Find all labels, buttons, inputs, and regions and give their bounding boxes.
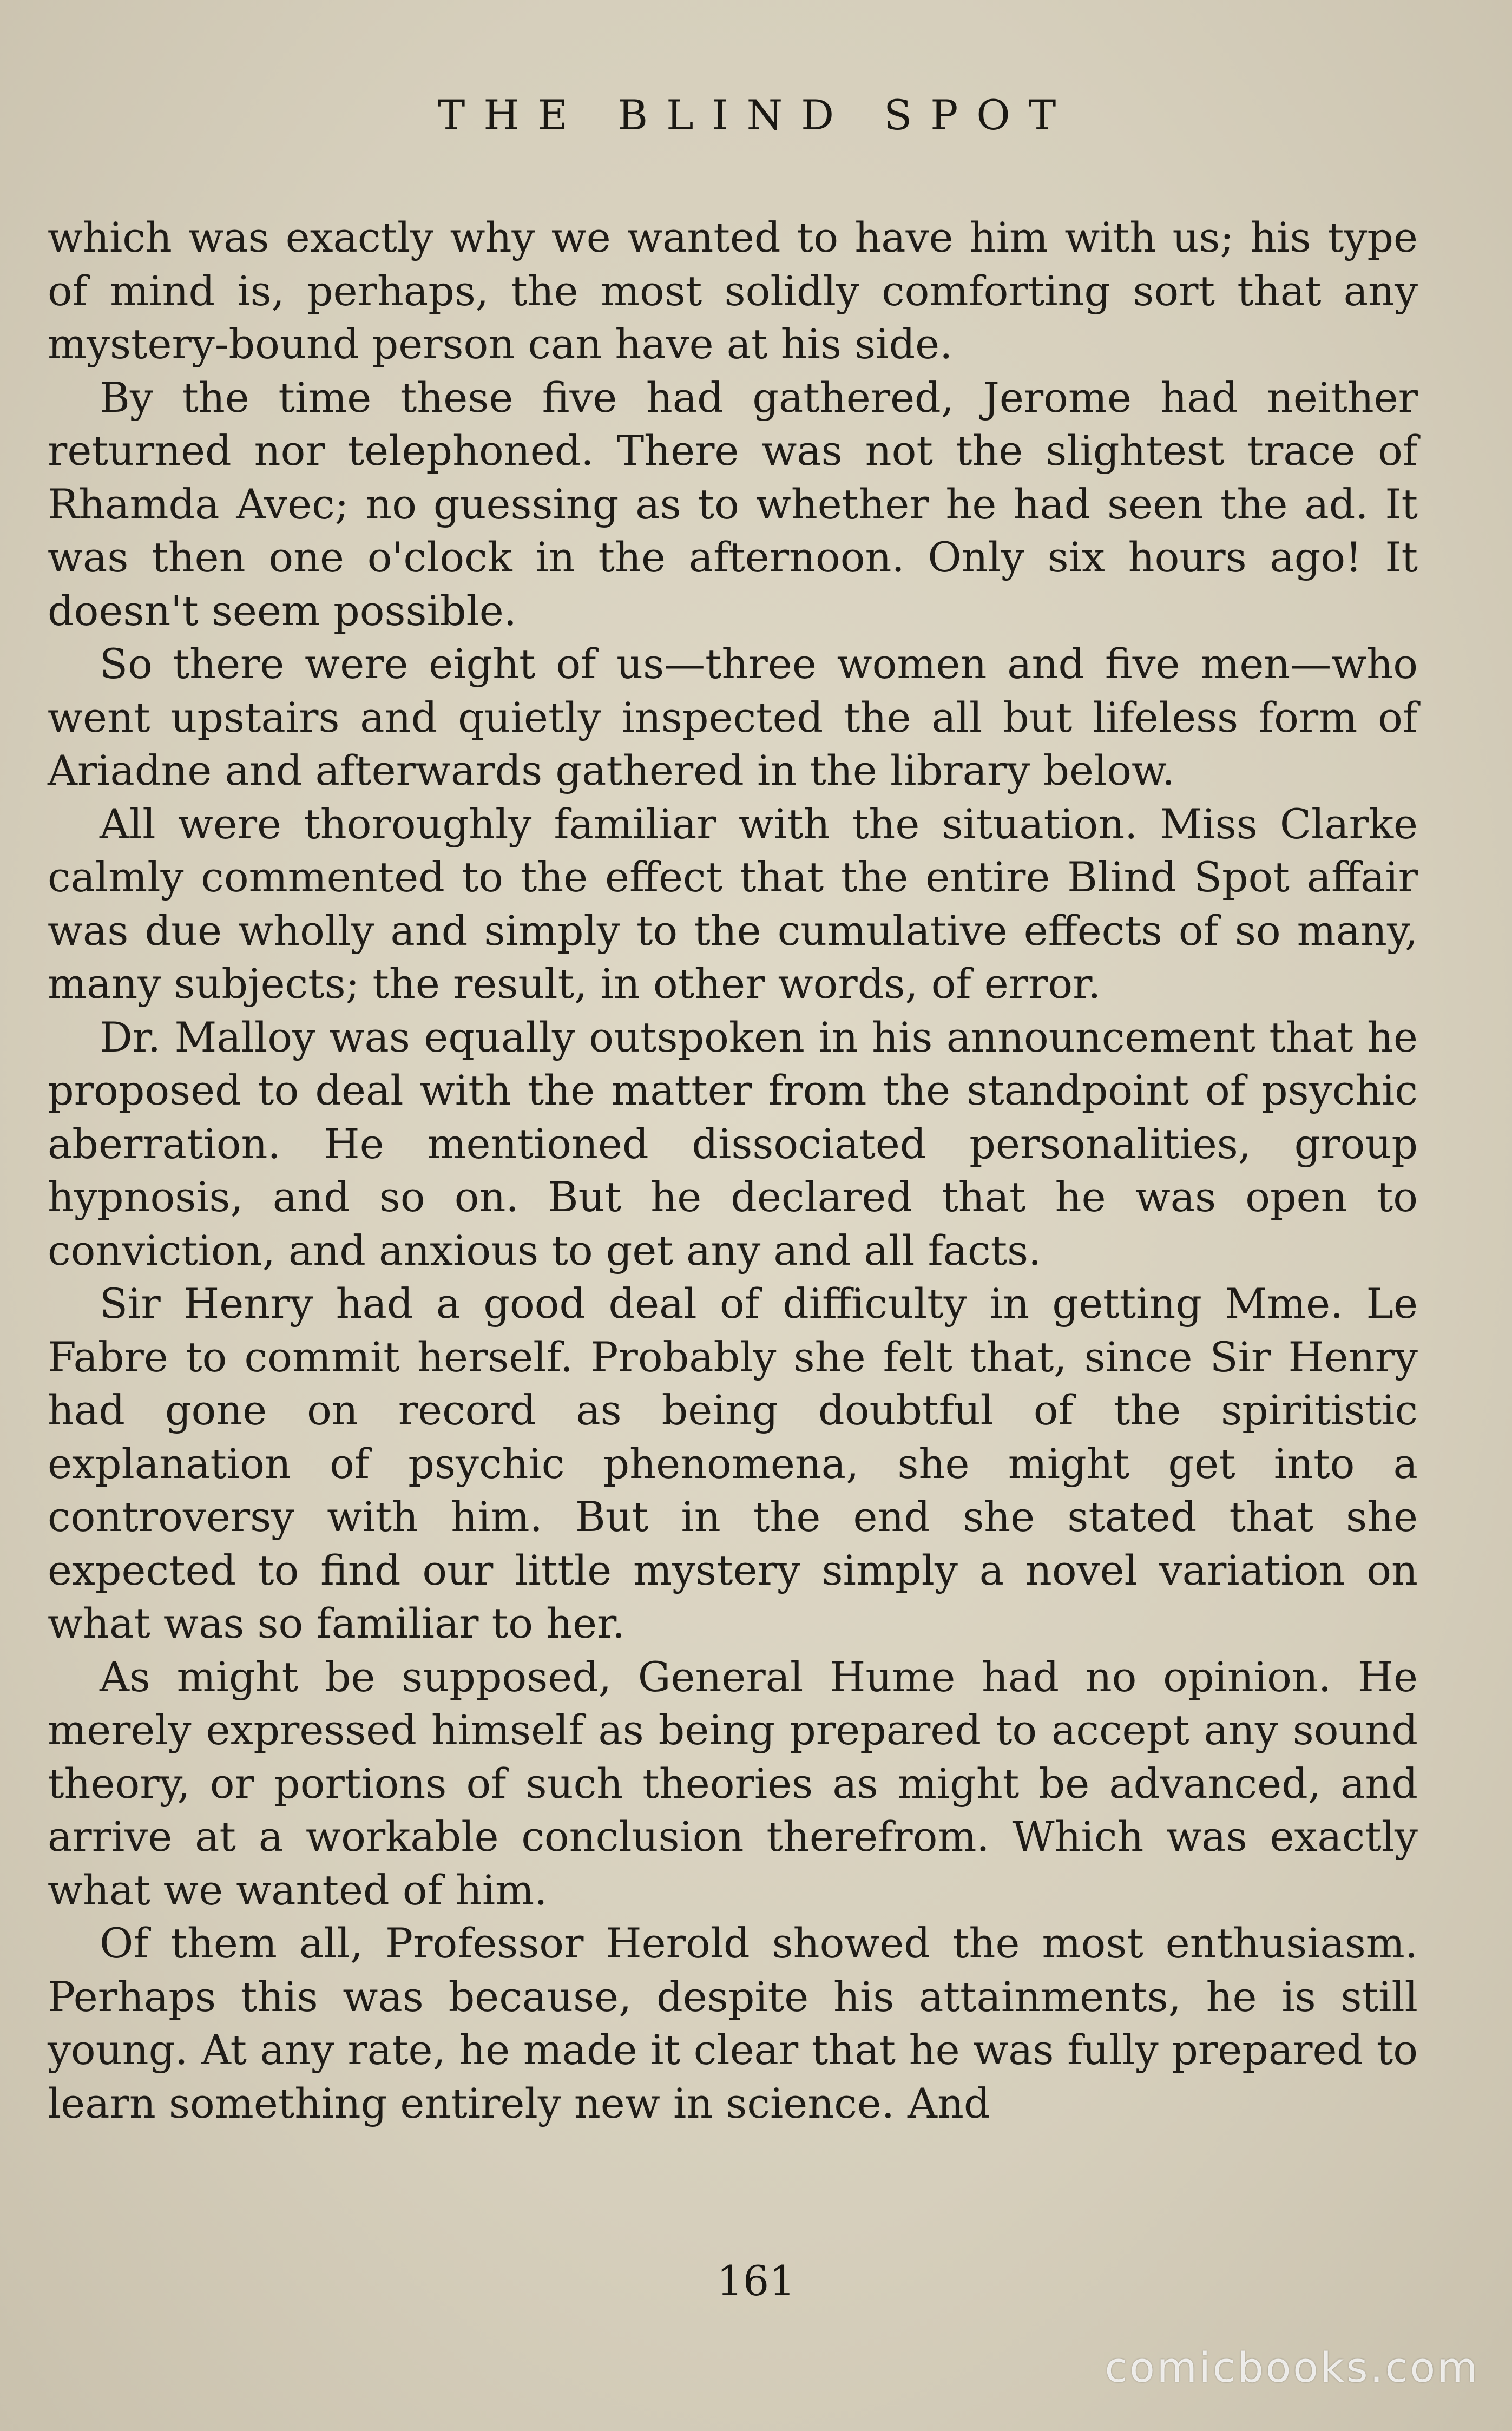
paragraph: All were thoroughly familiar with the situation. Miss Clarke calmly commented to the effect that the entire Blind Spot affair was due wholly and simply to the cumulative effects of so many, many subjects; the result, in other words, of error. xyxy=(48,799,1418,1008)
page-header: THE BLIND SPOT xyxy=(437,91,1075,139)
paragraph: By the time these five had gathered, Jerome had neither returned nor telephoned. There was not the slightest trace of Rhamda Avec; no guessing as to whether he had seen the ad. It was then one o'clock in the afternoon. Only six hours ago! It doesn't seem possible. xyxy=(48,373,1418,635)
page-number: 161 xyxy=(716,2257,796,2305)
paragraph: Dr. Malloy was equally outspoken in his announcement that he proposed to deal with the matter from the standpoint of psychic aberration. He mentioned dissociated personalities, group hypnosis, and so on. But he declared that he was open to conviction, and anxious to get any and all facts. xyxy=(48,1013,1418,1274)
paragraph: Sir Henry had a good deal of difficulty in getting Mme. Le Fabre to commit herself. Probably she felt that, since Sir Henry had gone on record as being doubtful of the spiritistic explanation of psychic phenomena, she might get into a controversy with him. But in the end she stated that she expected to find our little mystery simply a novel variation on what was so familiar to her. xyxy=(48,1279,1418,1647)
paragraph: So there were eight of us—three women and five men—who went upstairs and quietly inspected the all but lifeless form of Ariadne and afterwards gathered in the library below. xyxy=(48,640,1418,794)
paragraph: As might be supposed, General Hume had no opinion. He merely expressed himself as being prepared to accept any sound theory, or portions of such theories as might be advanced, and arrive at a workable conclusion therefrom. Which was exactly what we wanted of him. xyxy=(48,1652,1418,1914)
paragraph: Of them all, Professor Herold showed the most enthusiasm. Perhaps this was because, despite his attainments, he is still young. At any rate, he made it clear that he was fully prepared to learn something entirely new in science. And xyxy=(48,1919,1418,2127)
body-text xyxy=(48,211,1418,2130)
watermark: comicbooks.com xyxy=(1105,2343,1480,2391)
paragraph: which was exactly why we wanted to have him with us; his type of mind is, perhaps, the most solidly comforting sort that any mystery-bound person can have at his side. xyxy=(48,213,1418,368)
